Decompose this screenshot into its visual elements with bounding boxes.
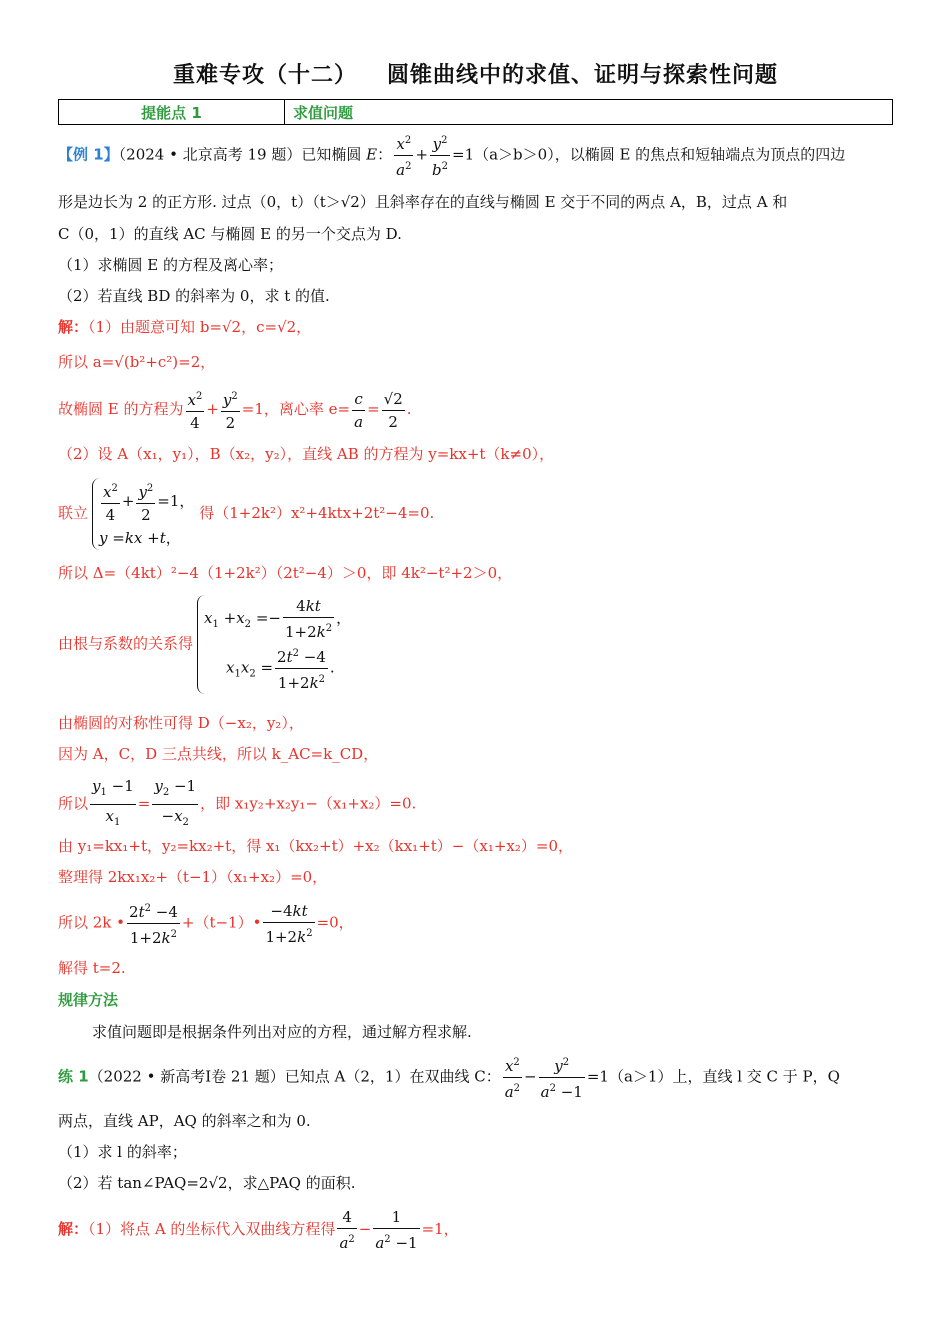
sol-s10: 所以 $\frac{y_1 -1}{x_1}$ = $\frac{y_2 -1}{-x_2}$ ，即 x₁y₂+x₂y₁−（x₁+x₂）=0.	[58, 777, 417, 828]
ex1-q1: （1）求椭圆 E 的方程及离心率；	[58, 256, 284, 274]
method-text: 求值问题即是根据条件列出对应的方程，通过解方程求解.	[92, 1023, 472, 1041]
pr1-q2: （2）若 tan∠PAQ=2√2，求△PAQ 的面积.	[58, 1174, 356, 1192]
frac-y2-b2: $\frac{y^2}{b^2}$	[430, 130, 450, 181]
pr1-q1: （1）求 l 的斜率；	[58, 1143, 187, 1161]
sol-s7: 由根与系数的关系得 $x_1 +x_2$ =− $\frac{4kt}{1+2k^2}$ ， $x_1x_2$ = $\frac{2t^2 -4}{1+2k^2}$ .	[58, 597, 352, 692]
sol-s3: 故椭圆 E 的方程为 $\frac{x^2}{4}$ + $\frac{y^2}{2}$ =1，离心率 e= $\frac{c}{a}$ = $\frac{√2}{2}$ .	[58, 386, 412, 434]
sol-s6: 所以 Δ=（4kt）²−4（1+2k²）（2t²−4）＞0，即 4k²−t²+2＞0，	[58, 564, 513, 582]
sol-s11: 由 y₁=kx₁+t，y₂=kx₂+t，得 x₁（kx₂+t）+x₂（kx₁+t）−（x₁+x₂）=0，	[58, 837, 573, 855]
sol-s5: 联立 $\frac{x^2}{4}$ + $\frac{y^2}{2}$ =1， y =kx +t， 得（1+2k²）x²+4ktx+2t²−4=0.	[58, 478, 434, 550]
topic-table	[58, 99, 893, 125]
method-heading: 规律方法	[58, 991, 119, 1009]
sol-s1: 解：（1）由题意可知 b=√2，c=√2，	[58, 318, 312, 336]
ex1-line2: 形是边长为 2 的正方形. 过点（0，t）（t＞√2）且斜率存在的直线与椭圆 E 交于不同的两点 A，B，过点 A 和	[58, 193, 788, 211]
frac-x2-a2: $\frac{x^2}{a^2}$	[394, 130, 413, 181]
page	[58, 58, 893, 125]
topic-number: 提能点 1	[59, 100, 285, 125]
pr1-line1: 练 1（2022 • 新高考Ⅰ卷 21 题）已知点 A（2，1）在双曲线 C： $\frac{x^2}{a^2}$ − $\frac{y^2}{a^2 -1}$ =1（a＞1）上，直线 l 交 C 于 P，Q	[58, 1052, 840, 1103]
ex1-line1: 【例 1】（2024 • 北京高考 19 题）已知椭圆 E： $\frac{x^2}{a^2}$ + $\frac{y^2}{b^2}$ =1（a＞b＞0），以椭圆 E 的焦点和短轴端点为顶点的四边	[58, 130, 845, 181]
sol-s13: 所以 2k • $\frac{2t^2 -4}{1+2k^2}$ +（t−1）• $\frac{-4kt}{1+2k^2}$ =0，	[58, 898, 354, 949]
pr1-line2: 两点，直线 AP，AQ 的斜率之和为 0.	[58, 1112, 311, 1130]
sol-s14: 解得 t=2.	[58, 959, 126, 977]
sol-s2: 所以 a=√(b²+c²)=2，	[58, 353, 216, 371]
sol-s4: （2）设 A（x₁，y₁），B（x₂，y₂），直线 AB 的方程为 y=kx+t（k≠0），	[58, 445, 555, 463]
topic-name: 求值问题	[285, 100, 893, 125]
ex1-line3: C（0，1）的直线 AC 与椭圆 E 的另一个交点为 D.	[58, 225, 402, 243]
pr1-sol: 解：（1）将点 A 的坐标代入双曲线方程得 $\frac{4}{a^2}$ − $\frac{1}{a^2 -1}$ =1，	[58, 1208, 459, 1252]
sol-s8: 由椭圆的对称性可得 D（−x₂，y₂），	[58, 714, 304, 732]
sol-s12: 整理得 2kx₁x₂+（t−1）（x₁+x₂）=0，	[58, 868, 328, 886]
sol-s9: 因为 A，C，D 三点共线，所以 k_AC=k_CD，	[58, 745, 379, 763]
ex1-q2: （2）若直线 BD 的斜率为 0，求 t 的值.	[58, 287, 330, 305]
page-title: 重难专攻（十二） 圆锥曲线中的求值、证明与探索性问题	[172, 63, 779, 88]
